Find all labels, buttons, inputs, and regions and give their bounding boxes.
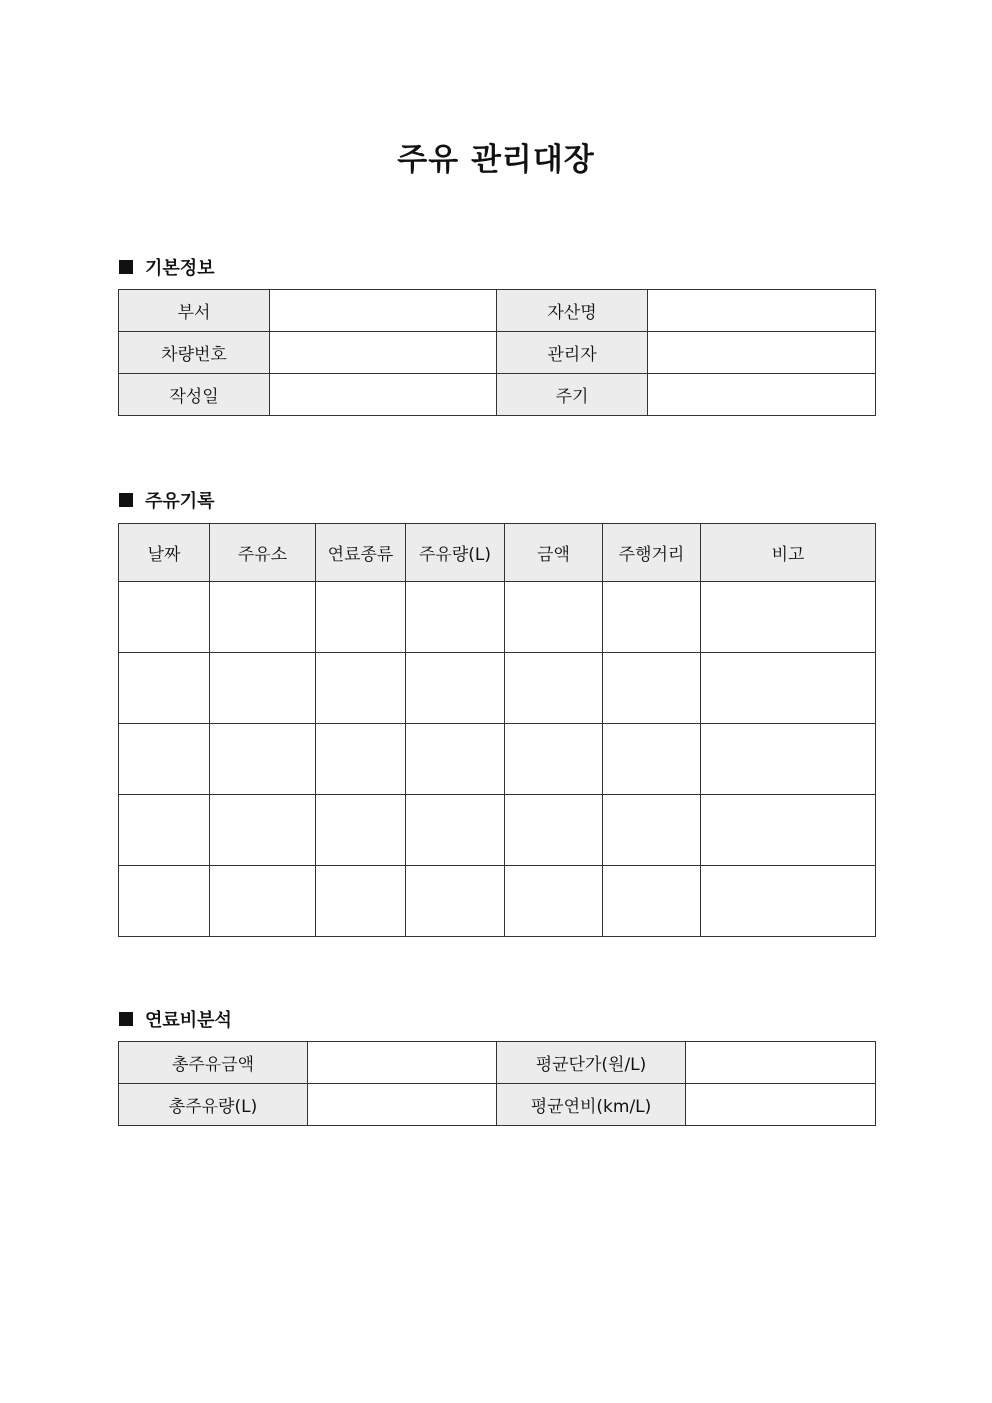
fuel-log-header-row — [119, 524, 876, 582]
fuel-cost-analysis-heading — [119, 1006, 232, 1032]
department-field[interactable] — [270, 290, 497, 332]
date-cell[interactable] — [119, 582, 210, 653]
basic-info-table — [118, 289, 876, 416]
basic-row — [119, 374, 876, 416]
notes-cell[interactable] — [701, 795, 876, 866]
fuel-analysis-row — [119, 1084, 876, 1126]
vehicle-number-field[interactable] — [270, 332, 497, 374]
average-unit-price-field[interactable] — [686, 1042, 876, 1084]
mileage-cell[interactable] — [603, 724, 701, 795]
fuel-amount-cell[interactable] — [406, 724, 505, 795]
notes-cell[interactable] — [701, 582, 876, 653]
column-header-notes: 비고 — [701, 524, 876, 582]
cost-cell[interactable] — [505, 724, 603, 795]
table-row — [119, 795, 876, 866]
column-header-mileage: 주행거리 — [603, 524, 701, 582]
table-row — [119, 582, 876, 653]
mileage-cell[interactable] — [603, 582, 701, 653]
table-row — [119, 724, 876, 795]
notes-cell[interactable] — [701, 724, 876, 795]
total-fuel-amount-label: 총주유량(L) — [119, 1084, 308, 1126]
fuel-log-heading — [119, 487, 215, 513]
fuel-log-heading-label: 주유기록 — [145, 491, 215, 512]
fuel-amount-cell[interactable] — [406, 866, 505, 937]
notes-cell[interactable] — [701, 866, 876, 937]
fuel-amount-cell[interactable] — [406, 795, 505, 866]
fuel-type-cell[interactable] — [316, 582, 406, 653]
manager-label: 관리자 — [497, 332, 648, 374]
column-header-cost: 금액 — [505, 524, 603, 582]
total-fuel-cost-field[interactable] — [308, 1042, 497, 1084]
asset-name-field[interactable] — [648, 290, 876, 332]
column-header-fuel-type: 연료종류 — [316, 524, 406, 582]
total-fuel-cost-label: 총주유금액 — [119, 1042, 308, 1084]
station-cell[interactable] — [210, 866, 316, 937]
basic-info-heading-label: 기본정보 — [145, 258, 215, 279]
basic-row — [119, 332, 876, 374]
fuel-type-cell[interactable] — [316, 866, 406, 937]
cost-cell[interactable] — [505, 653, 603, 724]
period-field[interactable] — [648, 374, 876, 416]
cost-cell[interactable] — [505, 582, 603, 653]
total-fuel-amount-field[interactable] — [308, 1084, 497, 1126]
average-fuel-efficiency-label: 평균연비(km/L) — [497, 1084, 686, 1126]
fuel-amount-cell[interactable] — [406, 653, 505, 724]
fuel-analysis-row — [119, 1042, 876, 1084]
column-header-fuel-amount: 주유량(L) — [406, 524, 505, 582]
column-header-station: 주유소 — [210, 524, 316, 582]
mileage-cell[interactable] — [603, 866, 701, 937]
square-bullet-icon — [119, 493, 133, 507]
vehicle-number-label: 차량번호 — [119, 332, 270, 374]
basic-row — [119, 290, 876, 332]
asset-name-label: 자산명 — [497, 290, 648, 332]
square-bullet-icon — [119, 1012, 133, 1026]
cost-cell[interactable] — [505, 866, 603, 937]
fuel-log-table — [118, 523, 876, 937]
mileage-cell[interactable] — [603, 653, 701, 724]
manager-field[interactable] — [648, 332, 876, 374]
station-cell[interactable] — [210, 795, 316, 866]
cost-cell[interactable] — [505, 795, 603, 866]
square-bullet-icon — [119, 260, 133, 274]
station-cell[interactable] — [210, 653, 316, 724]
station-cell[interactable] — [210, 582, 316, 653]
column-header-date: 날짜 — [119, 524, 210, 582]
period-label: 주기 — [497, 374, 648, 416]
page-title: 주유 관리대장 — [397, 142, 595, 178]
date-cell[interactable] — [119, 795, 210, 866]
basic-info-heading — [119, 254, 215, 280]
date-cell[interactable] — [119, 724, 210, 795]
fuel-type-cell[interactable] — [316, 653, 406, 724]
department-label: 부서 — [119, 290, 270, 332]
average-unit-price-label: 평균단가(원/L) — [497, 1042, 686, 1084]
date-cell[interactable] — [119, 866, 210, 937]
fuel-amount-cell[interactable] — [406, 582, 505, 653]
fuel-cost-analysis-table — [118, 1041, 876, 1126]
created-date-label: 작성일 — [119, 374, 270, 416]
station-cell[interactable] — [210, 724, 316, 795]
fuel-type-cell[interactable] — [316, 724, 406, 795]
mileage-cell[interactable] — [603, 795, 701, 866]
notes-cell[interactable] — [701, 653, 876, 724]
average-fuel-efficiency-field[interactable] — [686, 1084, 876, 1126]
date-cell[interactable] — [119, 653, 210, 724]
table-row — [119, 653, 876, 724]
fuel-cost-analysis-heading-label: 연료비분석 — [145, 1010, 232, 1031]
fuel-type-cell[interactable] — [316, 795, 406, 866]
table-row — [119, 866, 876, 937]
created-date-field[interactable] — [270, 374, 497, 416]
